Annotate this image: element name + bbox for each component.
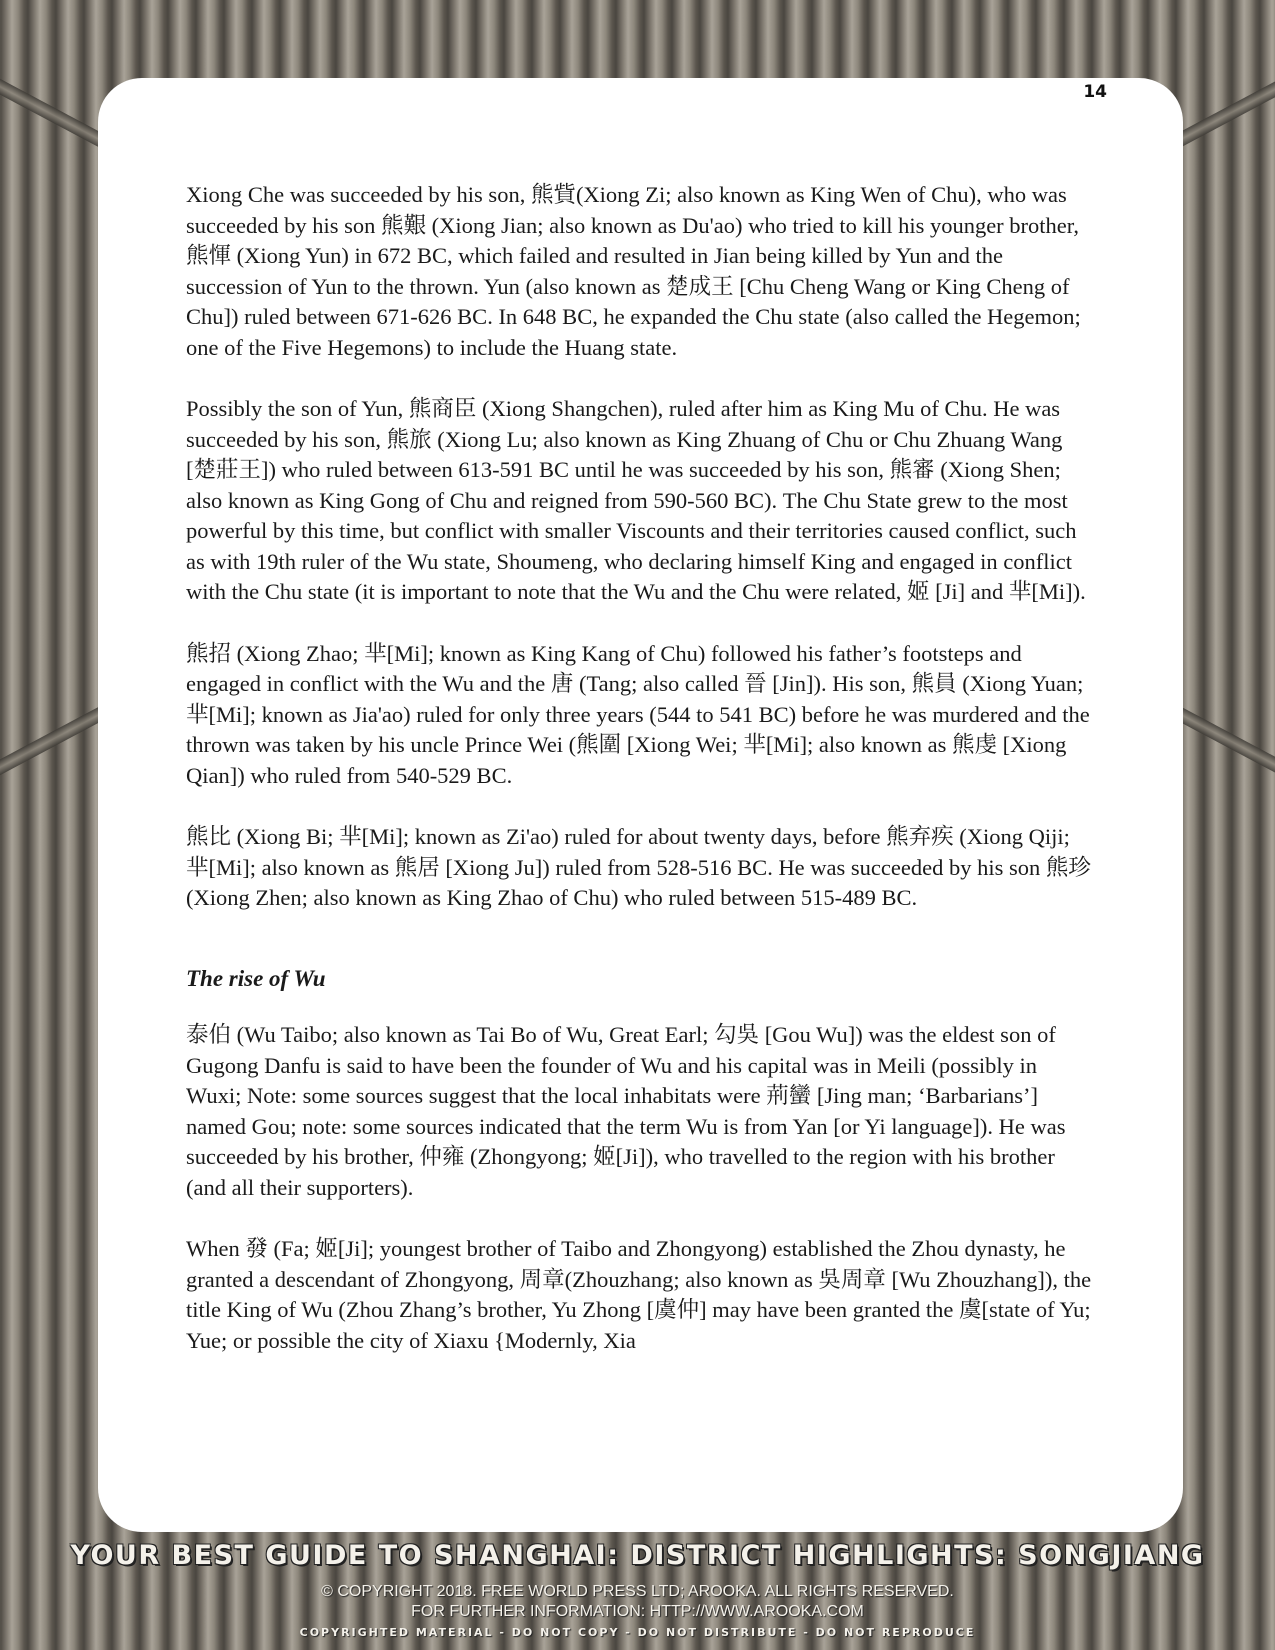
section-heading: The rise of Wu	[186, 965, 326, 991]
footer-title: YOUR BEST GUIDE TO SHANGHAI: DISTRICT HIGHLIGHTS: SONGJIANG	[70, 1540, 1205, 1571]
paragraph: When 發 (Fa; 姬[Ji]; youngest brother of Taibo and Zhongyong) established the Zhou dynasty, he granted a descendant of Zhongyong, 周章(Zhouzhang; also known as 吳周章 [Wu Zhouzhang]), the title King of Wu (Zhou Zhang’s brother, Yu Zhong [虞仲] may have been granted the 虞[state of Yu; Yue; or possible the city of Xiaxu {Modernly, Xia	[186, 1236, 1092, 1353]
footer-copyright-block	[0, 1582, 1275, 1622]
copyright-warning: COPYRIGHTED MATERIAL - DO NOT COPY - DO NOT DISTRIBUTE - DO NOT REPRODUCE	[299, 1626, 976, 1639]
page-number: 14	[1083, 82, 1107, 102]
paragraph: 熊招 (Xiong Zhao; 芈[Mi]; known as King Kang of Chu) followed his father’s footsteps and engaged in conflict with the Wu and the 唐 (Tang; also called 晉 [Jin]). His son, 熊員 (Xiong Yuan; 芈[Mi]; known as Jia'ao) ruled for only three years (544 to 541 BC) before he was murdered and the thrown was taken by his uncle Prince Wei (熊圍 [Xiong Wei; 芈[Mi]; also known as 熊虔 [Xiong Qian]) who ruled from 540-529 BC.	[186, 640, 1090, 788]
copyright-text: © COPYRIGHT 2018. FREE WORLD PRESS LTD; AROOKA. ALL RIGHTS RESERVED.	[321, 1583, 954, 1600]
document-body	[186, 180, 1096, 1387]
paragraph: 泰伯 (Wu Taibo; also known as Tai Bo of Wu, Great Earl; 勾吳 [Gou Wu]) was the eldest son of Gugong Danfu is said to have been the founder of Wu and his capital was in Meili (possibly in Wuxi; Note: some sources suggest that the local inhabitats were 荊蠻 [Jing man; ‘Barbarians’] named Gou; note: some sources indicated that the term Wu is from Yan [or Yi language]). He was succeeded by his brother, 仲雍 (Zhongyong; 姬[Ji]), who travelled to the region with his brother (and all their supporters).	[186, 1022, 1066, 1200]
paragraph: Possibly the son of Yun, 熊商臣 (Xiong Shangchen), ruled after him as King Mu of Chu. He was succeeded by his son, 熊旅 (Xiong Lu; also known as King Zhuang of Chu or Chu Zhuang Wang [楚莊王]) who ruled between 613-591 BC until he was succeeded by his son, 熊審 (Xiong Shen; also known as King Gong of Chu and reigned from 590-560 BC). The Chu State grew to the most powerful by this time, but conflict with smaller Viscounts and their territories caused conflict, such as with 19th ruler of the Wu state, Shoumeng, who declaring himself King and engaged in conflict with the Chu state (it is important to note that the Wu and the Chu were related, 姬 [Ji] and 芈[Mi]).	[186, 396, 1086, 604]
paragraph: Xiong Che was succeeded by his son, 熊貲(Xiong Zi; also known as King Wen of Chu), who was succeeded by his son 熊艱 (Xiong Jian; also known as Du'ao) who tried to kill his younger brother, 熊惲 (Xiong Yun) in 672 BC, which failed and resulted in Jian being killed by Yun and the succession of Yun to the thrown. Yun (also known as 楚成王 [Chu Cheng Wang or King Cheng of Chu]) ruled between 671-626 BC. In 648 BC, he expanded the Chu state (also called the Hegemon; one of the Five Hegemons) to include the Huang state.	[186, 182, 1081, 360]
page-panel	[98, 78, 1183, 1532]
paragraph: 熊比 (Xiong Bi; 芈[Mi]; known as Zi'ao) ruled for about twenty days, before 熊弃疾 (Xiong Qiji; 芈[Mi]; also known as 熊居 [Xiong Ju]) ruled from 528-516 BC. He was succeeded by his son 熊珍 (Xiong Zhen; also known as King Zhao of Chu) who ruled between 515-489 BC.	[186, 824, 1091, 910]
info-link-text: FOR FURTHER INFORMATION: HTTP://WWW.AROOKA.COM	[411, 1603, 864, 1620]
